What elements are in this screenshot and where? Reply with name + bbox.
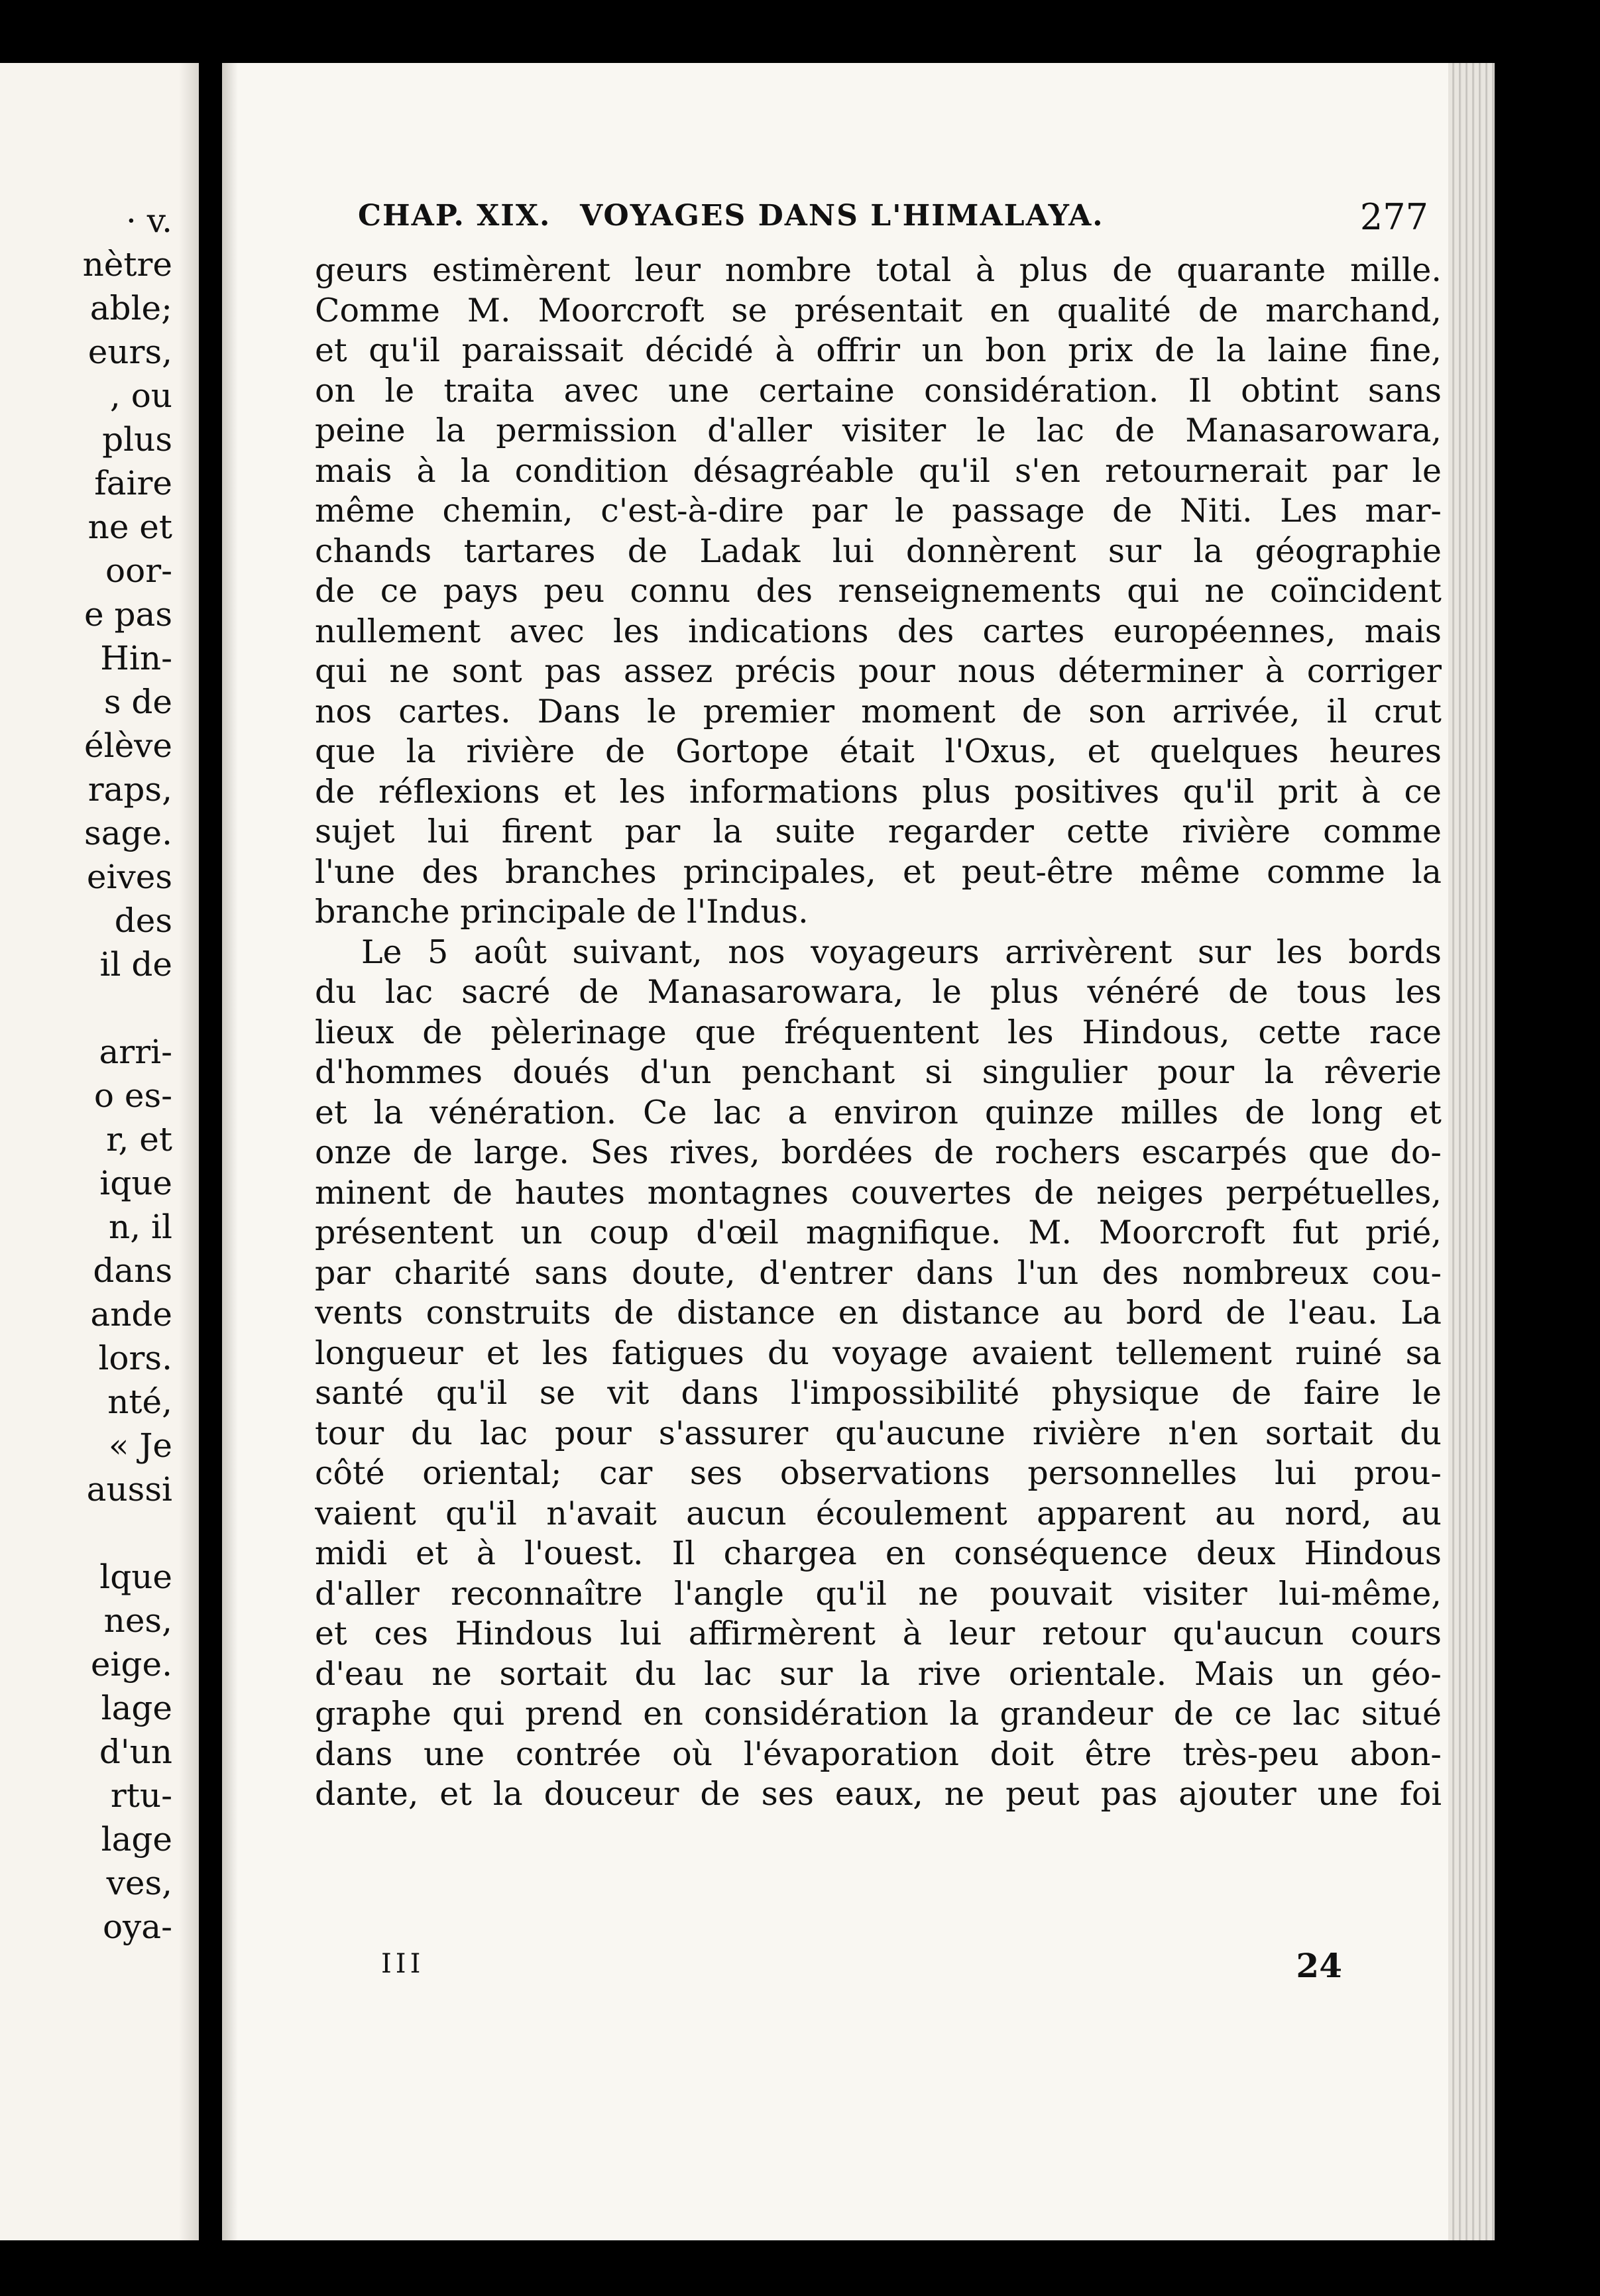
text-line: dans [93,1251,172,1290]
text-line: faire [94,464,172,502]
text-line: de réflexions et les informations plus positives qu'il prit à ce [315,772,1442,811]
book-page [222,63,1495,2240]
text-line [13,1511,172,1555]
text-line: et la vénération. Ce lac a environ quinze milles de long et [315,1093,1442,1131]
page-edge-stack [1448,63,1495,2240]
page-gutter [179,63,199,2240]
text-line: midi et à l'ouest. Il chargea en conséquence deux Hindous [315,1534,1442,1572]
text-line: geurs estimèrent leur nombre total à plus de quarante mille. [315,251,1442,289]
text-line: eurs, [87,333,172,371]
text-line: onze de large. Ses rives, bordées de rochers escarpés que do- [315,1133,1442,1171]
running-title: VOYAGES DANS L'HIMALAYA. [580,199,1104,233]
text-line: Comme M. Moorcroft se présentait en qualité de marchand, [315,291,1442,329]
text-line: il de [99,945,172,984]
sheet-number: 24 [1296,1946,1342,1985]
text-line: sage. [84,814,172,852]
page-gutter [222,63,238,2240]
text-line: nté, [107,1383,172,1421]
text-line: , ou [109,376,172,415]
paragraph [315,933,1442,1815]
text-line: Le 5 août suivant, nos voyageurs arrivèrent sur les bords [361,933,1442,971]
text-line: chands tartares de Ladak lui donnèrent sur la géographie [315,532,1442,570]
text-line: d'aller reconnaître l'angle qu'il ne pouvait visiter lui-même, [315,1574,1442,1613]
text-line: branche principale de l'Indus. [315,893,809,931]
text-line: que la rivière de Gortope était l'Oxus, et quelques heures [315,732,1442,770]
text-line: par charité sans doute, d'entrer dans l'un des nombreux cou- [315,1253,1442,1292]
text-line: présentent un coup d'œil magnifique. M. Moorcroft fut prié, [315,1214,1442,1251]
text-line: vaient qu'il n'avait aucun écoulement apparent au nord, au [315,1494,1442,1532]
signature-mark: III [381,1949,425,1979]
text-line: ande [90,1295,172,1334]
text-line: oor- [105,551,172,590]
previous-page-fragment [0,63,199,2240]
text-line: dans une contrée où l'évaporation doit être très-peu abon- [315,1735,1442,1773]
text-line: raps, [87,770,172,809]
text-line: arri- [99,1033,172,1071]
text-line: on le traita avec une certaine considération. Il obtint sans [315,371,1442,410]
text-line: rtu- [110,1776,172,1815]
text-line: nes, [103,1601,172,1640]
text-line: lage [101,1689,172,1727]
text-line: nullement avec les indications des cartes européennes, mais [315,612,1442,650]
text-line: même chemin, c'est-à-dire par le passage de Niti. Les mar- [315,492,1442,530]
text-line [13,986,172,1030]
text-line: graphe qui prend en considération la grandeur de ce lac situé [315,1695,1442,1733]
text-line: lors. [98,1339,172,1377]
text-line: oya- [102,1908,172,1946]
text-line: ique [99,1164,172,1202]
text-line: « Je [108,1426,172,1465]
text-line: des [114,901,172,940]
text-line: eige. [90,1645,172,1684]
text-line: mais à la condition désagréable qu'il s'en retournerait par le [315,451,1442,490]
text-line: lieux de pèlerinage que fréquentent les Hindous, cette race [315,1013,1442,1051]
page-footer [381,1946,1342,1995]
text-line: peine la permission d'aller visiter le lac de Manasarowara, [315,412,1442,449]
text-line: nos cartes. Dans le premier moment de son arrivée, il crut [315,692,1442,730]
text-line: santé qu'il se vit dans l'impossibilité physique de faire le [315,1374,1442,1412]
text-line: aussi [86,1470,172,1509]
text-line: s de [103,683,172,721]
text-line: vents construits de distance en distance au bord de l'eau. La [315,1294,1442,1332]
text-line: o es- [93,1076,172,1115]
text-line: d'eau ne sortait du lac sur la rive orientale. Mais un géo- [315,1654,1442,1693]
text-line: e pas [84,595,172,634]
text-line: et ces Hindous lui affirmèrent à leur retour qu'aucun cours [315,1615,1442,1652]
text-line: n, il [109,1208,172,1246]
text-line: lque [99,1558,172,1596]
text-line: plus [102,420,172,459]
text-line: l'une des branches principales, et peut-être même comme la [315,852,1442,891]
text-line: d'un [99,1733,172,1771]
text-line: eives [86,858,172,896]
text-line: longueur et les fatigues du voyage avaient tellement ruiné sa [315,1334,1442,1372]
running-head [358,196,1428,252]
previous-page-text [13,199,172,1949]
text-line: de ce pays peu connu des renseignements qui ne coïncident [315,572,1442,610]
text-line: dante, et la douceur de ses eaux, ne peut pas ajouter une foi [315,1775,1442,1813]
text-line: qui ne sont pas assez précis pour nous déterminer à corriger [315,652,1442,690]
text-line: élève [84,726,172,765]
text-line: côté oriental; car ses observations personnelles lui prou- [315,1454,1442,1492]
body-text [315,251,1442,1815]
page-number: 277 [1359,196,1428,238]
text-line: du lac sacré de Manasarowara, le plus vénéré de tous les [315,973,1442,1011]
text-line: · v. [126,201,172,240]
chapter-label: CHAP. XIX. [358,199,551,233]
text-line: ves, [106,1864,172,1902]
text-line: nètre [82,245,172,284]
text-line: et qu'il paraissait décidé à offrir un bon prix de la laine fine, [315,331,1442,369]
text-line: d'hommes doués d'un penchant si singulier pour la rêverie [315,1053,1442,1091]
text-line: lage [101,1820,172,1859]
text-line: minent de hautes montagnes couvertes de neiges perpétuelles, [315,1173,1442,1212]
text-line: tour du lac pour s'assurer qu'aucune rivière n'en sortait du [315,1414,1442,1452]
text-line: sujet lui firent par la suite regarder cette rivière comme [315,813,1442,850]
text-line: ne et [87,508,172,546]
paragraph [315,251,1442,933]
text-line: r, et [106,1120,172,1159]
text-line: able; [89,289,172,327]
text-line: Hin- [100,639,172,677]
